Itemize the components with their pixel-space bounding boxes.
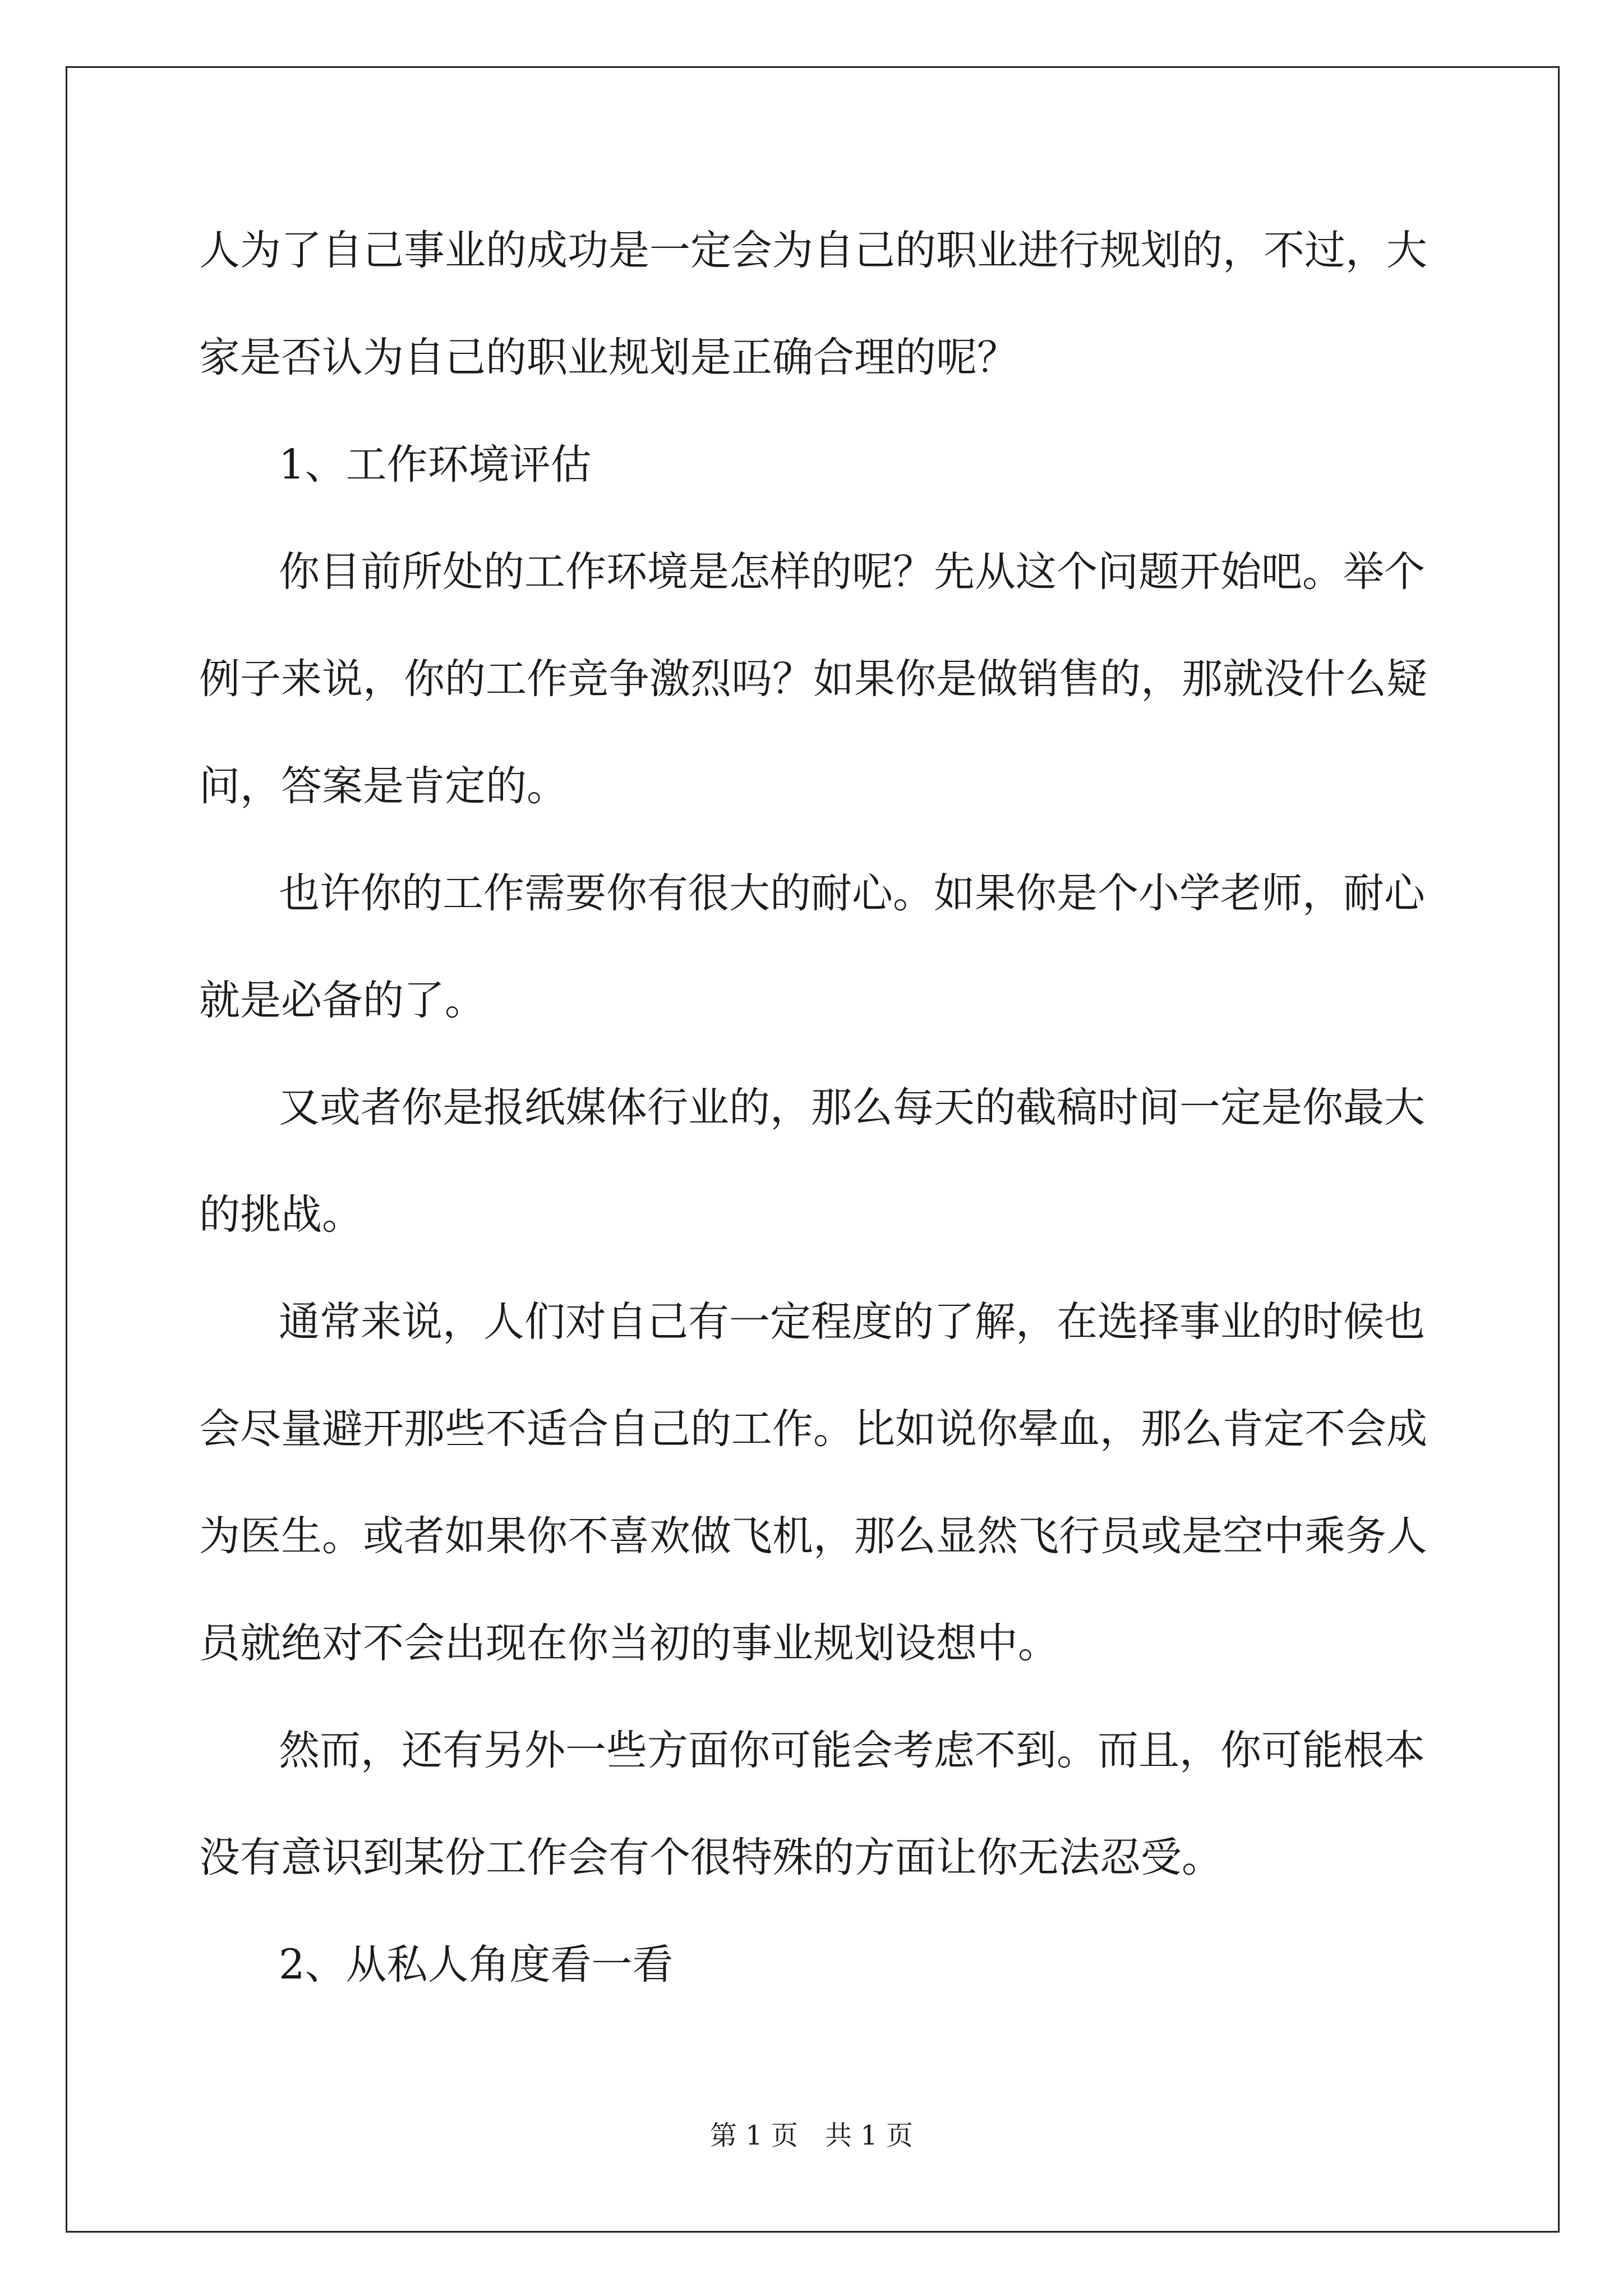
text-line-2: 家是否认为自己的职业规划是正确合理的呢？: [199, 334, 1018, 381]
text-line-5: 例子来说，你的工作竞争激烈吗？如果你是做销售的，那就没什么疑: [199, 655, 1427, 703]
text-line-1: 人为了自己事业的成功是一定会为自己的职业进行规划的，不过，大: [199, 227, 1427, 274]
text-line-13: 为医生。或者如果你不喜欢做飞机，那么显然飞行员或是空中乘务人: [199, 1512, 1427, 1560]
text-line-4: 你目前所处的工作环境是怎样的呢？先从这个问题开始吧。举个: [279, 548, 1425, 596]
text-line-15: 然而，还有另外一些方面你可能会考虑不到。而且，你可能根本: [279, 1727, 1425, 1774]
text-line-10: 的挑战。: [199, 1191, 363, 1239]
section-heading-1: 1、工作环境评估: [279, 441, 592, 489]
text-line-14: 员就绝对不会出现在你当初的事业规划设想中。: [199, 1619, 1059, 1667]
text-line-16: 没有意识到某份工作会有个很特殊的方面让你无法忍受。: [199, 1834, 1223, 1881]
text-line-11: 通常来说，人们对自己有一定程度的了解，在选择事业的时候也: [279, 1298, 1425, 1346]
text-line-8: 就是必备的了。: [199, 977, 486, 1024]
document-body: [199, 223, 1427, 2044]
text-line-7: 也许你的工作需要你有很大的耐心。如果你是个小学老师，耐心: [279, 869, 1425, 917]
text-line-9: 又或者你是报纸媒体行业的，那么每天的截稿时间一定是你最大: [279, 1084, 1425, 1131]
text-line-12: 会尽量避开那些不适合自己的工作。比如说你晕血，那么肯定不会成: [199, 1405, 1427, 1453]
text-line-6: 问，答案是肯定的。: [199, 762, 568, 810]
section-heading-2: 2、从私人角度看一看: [279, 1941, 674, 1989]
page-number-footer: 第 1 页 共 1 页: [709, 2120, 914, 2151]
